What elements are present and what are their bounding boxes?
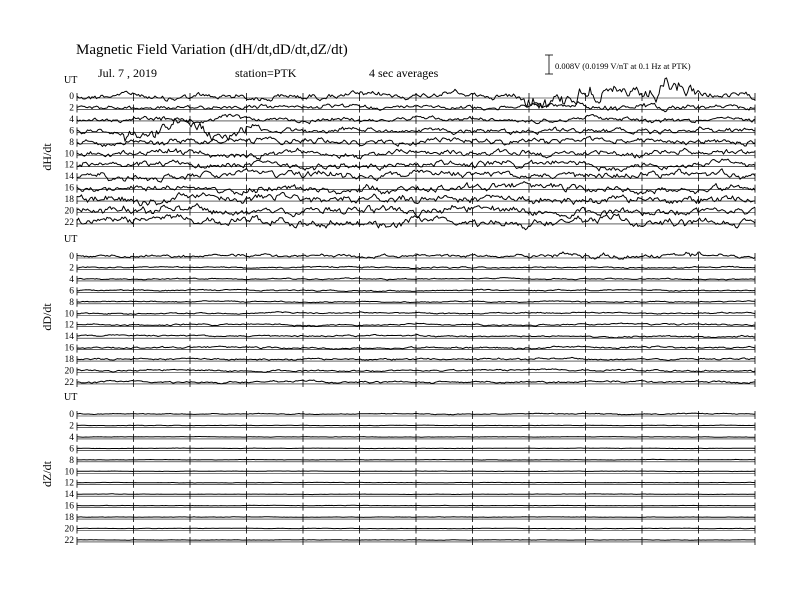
trace-dZdt-8 (77, 459, 755, 460)
scale-bar (545, 55, 553, 74)
hour-label: 0 (69, 410, 74, 420)
hour-label: 22 (64, 535, 74, 546)
hour-label: 6 (69, 286, 74, 297)
ylabel-dh: dH/dt (40, 143, 54, 171)
hour-label: 16 (64, 501, 74, 512)
panel-dd (65, 252, 756, 388)
hour-label: 4 (69, 432, 74, 443)
hour-label: 22 (64, 217, 74, 228)
hour-label: 8 (69, 297, 74, 308)
trace-dZdt-12 (77, 482, 755, 483)
hour-label: 6 (69, 126, 74, 137)
hour-label: 14 (64, 490, 74, 501)
ylabel-dd: dD/dt (40, 303, 54, 331)
hour-label: 10 (64, 149, 74, 160)
hour-label: 14 (64, 332, 74, 343)
trace-dZdt-2 (77, 425, 755, 426)
hour-label: 10 (64, 467, 74, 478)
hour-label: 0 (69, 92, 74, 102)
trace-dZdt-4 (77, 437, 755, 438)
scale-label: 0.008V (0.0199 V/nT at 0.1 Hz at PTK) (555, 61, 691, 71)
date-label: Jul. 7 , 2019 (98, 66, 158, 80)
station-label: station=PTK (235, 66, 297, 80)
hour-label: 8 (69, 455, 74, 466)
hour-label: 22 (64, 377, 74, 388)
ut-label-dz: UT (64, 392, 78, 403)
trace-dZdt-14 (77, 494, 755, 495)
trace-dZdt-20 (77, 528, 755, 529)
chart-title: Magnetic Field Variation (dH/dt,dD/dt,dZ/dt) (76, 42, 348, 58)
hour-label: 20 (64, 206, 74, 217)
hour-label: 12 (64, 320, 74, 331)
ut-label-dh: UT (64, 75, 78, 86)
hour-label: 8 (69, 137, 74, 148)
averaging-label: 4 sec averages (369, 66, 439, 80)
hour-label: 2 (69, 103, 74, 114)
hour-label: 18 (64, 355, 74, 366)
trace-dZdt-6 (77, 448, 755, 449)
hour-label: 6 (69, 444, 74, 455)
hour-label: 10 (64, 309, 74, 320)
hour-label: 12 (64, 478, 74, 489)
hour-label: 20 (64, 366, 74, 377)
ut-label-dd: UT (64, 234, 78, 245)
hour-label: 4 (69, 114, 74, 125)
hour-label: 18 (64, 195, 74, 206)
hour-label: 4 (69, 274, 74, 285)
hour-label: 0 (69, 252, 74, 262)
hour-label: 20 (64, 524, 74, 535)
panel-dh (65, 78, 756, 230)
hour-label: 16 (64, 343, 74, 354)
hour-label: 14 (64, 172, 74, 183)
trace-dZdt-18 (77, 517, 755, 518)
hour-label: 12 (64, 160, 74, 171)
hour-label: 2 (69, 421, 74, 432)
trace-dZdt-16 (77, 505, 755, 506)
hour-label: 18 (64, 513, 74, 524)
trace-dZdt-22 (77, 540, 755, 541)
hour-label: 2 (69, 263, 74, 274)
panel-dz (65, 410, 756, 546)
ylabel-dz: dZ/dt (40, 461, 54, 487)
hour-label: 16 (64, 183, 74, 194)
